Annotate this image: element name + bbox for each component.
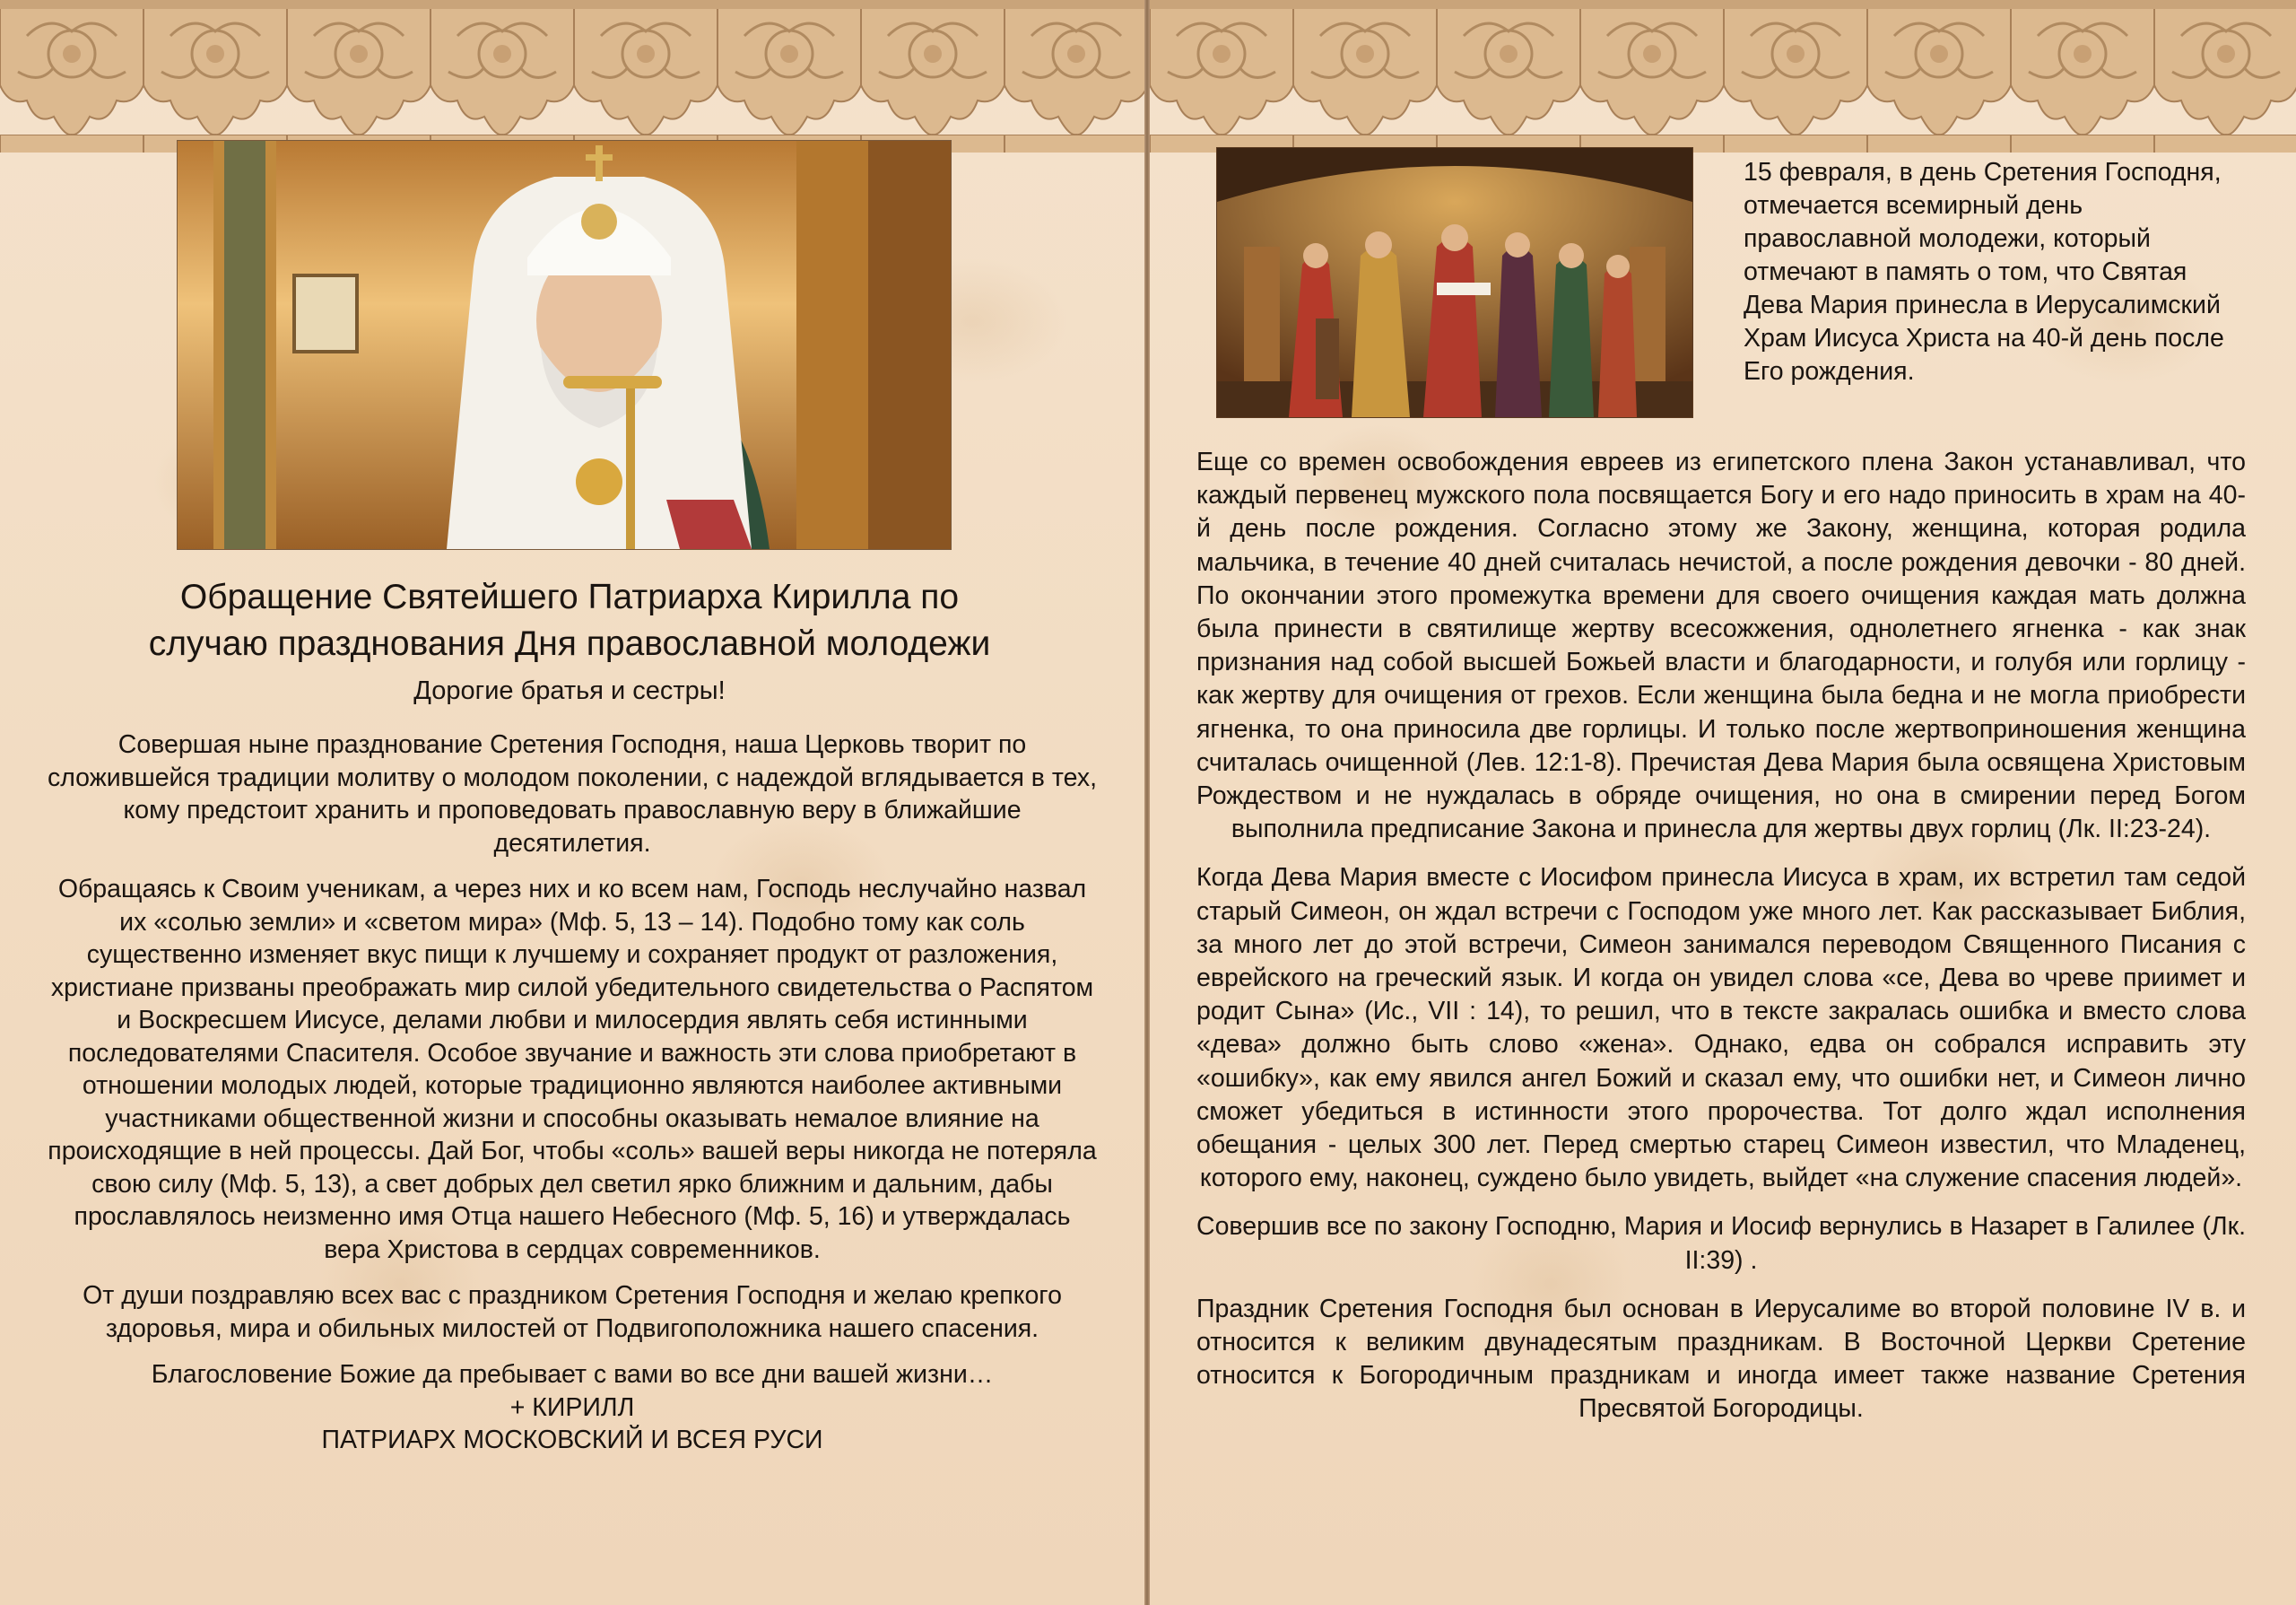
- paragraph: Праздник Сретения Господня был основан в Иерусалиме во второй половине IV в. и относится к великим двунадесятым праздникам. В Восточной Церкви Сретение относится к Богородичным праздникам и иногда имеет также название Сретения Пресвятой Богородицы.: [1196, 1294, 2246, 1424]
- address-body: [43, 728, 1101, 1457]
- ornamental-header: [0, 0, 1144, 153]
- signature-name: + КИРИЛЛ: [509, 1392, 635, 1422]
- presentation-icon-painting: [1216, 147, 1693, 418]
- address-title: [36, 574, 1103, 667]
- article-body: [1196, 446, 2246, 1442]
- greeting: Дорогие братья и сестры!: [413, 676, 726, 705]
- title-line: Обращение Святейшего Патриарха Кирилла по: [179, 578, 960, 616]
- paragraph: Совершив все по закону Господню, Мария и Иосиф вернулись в Назарет в Галилее (Лк. II:39) .: [1196, 1212, 2246, 1275]
- paragraph: Совершая ныне празднование Сретения Господня, наша Церковь творит по сложившейся традиции молитву о молодом поколении, с надеждой вглядывается в тех, кому предстоит хранить и проповедовать православную веру в ближайшие десятилетия.: [47, 730, 1097, 858]
- title-line: случаю празднования Дня православной молодежи: [148, 624, 991, 663]
- patriarch-photo: [177, 140, 952, 550]
- paragraph: Когда Дева Мария вместе с Иосифом принесла Иисуса в храм, их встретил там седой старый Симеон, он ждал встречи с Господом уже много лет. Как рассказывает Библия, за много лет до этой встречи, Симеон занимался переводом Священного Писания с еврейского на греческий язык. И когда он увидел слова «се, Дева во чреве приимет и родит Сына» (Ис., VII : 14), то решил, что в тексте закралась ошибка и вместо слова «дева» должно быть слово «жена». Однако, едва он собрался исправить эту «ошибку», как ему явился ангел Божий и сказал ему, что ошибки нет, и Симеон лично сможет убедиться в истинности этого пророчества. Тот долго ждал исполнения обещания - целых 300 лет. Перед смертью старец Симеон известил, что Младенец, которого ему, наконец, суждено было увидеть, выйдет «на служение спасения людей».: [1196, 863, 2246, 1193]
- right-page: [1150, 0, 2296, 1605]
- left-page: [0, 0, 1144, 1605]
- ornamental-header: [1150, 0, 2296, 153]
- paragraph: Еще со времен освобождения евреев из египетского плена Закон устанавливал, что каждый первенец мужского пола посвящается Богу и его надо приносить в храм на 40-й день после рождения. Согласно этому же Закону, женщина, которая родила мальчика, в течение 40 дней считалась нечистой, а после рождения девочки - 80 дней. По окончании этого промежутка времени для своего очищения каждая мать должна была принести в святилище жертву всесожжения, однолетнего ягненка - как знак признания над собой высшей Божьей власти и благодарности, и голубя или горлицу - как жертву для очищения от грехов. Если женщина была бедна и не могла приобрести ягненка, то она приносила две горлицы. И только после жертвоприношения женщина считалась очищенной (Лев. 12:1-8). Пречистая Дева Мария была освящена Христовым Рождеством и не нуждалась в обряде очищения, но она в смирении перед Богом выполнила предписание Закона и принесла для жертвы двух горлиц (Лк. II:23-24).: [1196, 448, 2246, 844]
- blessing: Благословение Божие да пребывает с вами во все дни вашей жизни…: [151, 1360, 994, 1389]
- intro-paragraph: 15 февраля, в день Сретения Господня, отмечается всемирный день православной молодежи, который отмечают в память о том, что Святая Дева Мария принесла в Иерусалимский Храм Иисуса Христа на 40-й день после Его рождения.: [1744, 158, 2224, 386]
- signature-title: ПАТРИАРХ МОСКОВСКИЙ И ВСЕЯ РУСИ: [321, 1426, 823, 1454]
- paragraph: Обращаясь к Своим ученикам, а через них и ко всем нам, Господь неслучайно назвал их «солью земли» и «светом мира» (Мф. 5, 13 – 14). Подобно тому как соль существенно изменяет вкус пищи к лучшему и сохраняет продукт от разложения, христиане призваны преображать мир силой убедительного свидетельства о Распятом и Воскресшем Иисусе, делами любви и милосердия являть себя истинными последователями Спасителя. Особое звучание и важность эти слова приобретают в отношении молодых людей, которые традиционно являются наиболее активными участниками общественной жизни и способны оказывать немалое влияние на происходящие в ней процессы. Дай Бог, чтобы «соль» вашей веры никогда не потеряла свою силу (Мф. 5, 13), а свет добрых дел светил ярко ближним и дальним, дабы прославлялось неизменно имя Отца нашего Небесного (Мф. 5, 16) и утверждалась вера Христова в сердцах современников.: [48, 875, 1097, 1264]
- paragraph: От души поздравляю всех вас с праздником Сретения Господня и желаю крепкого здоровья, мира и обильных милостей от Подвигоположника нашего спасения.: [83, 1281, 1062, 1343]
